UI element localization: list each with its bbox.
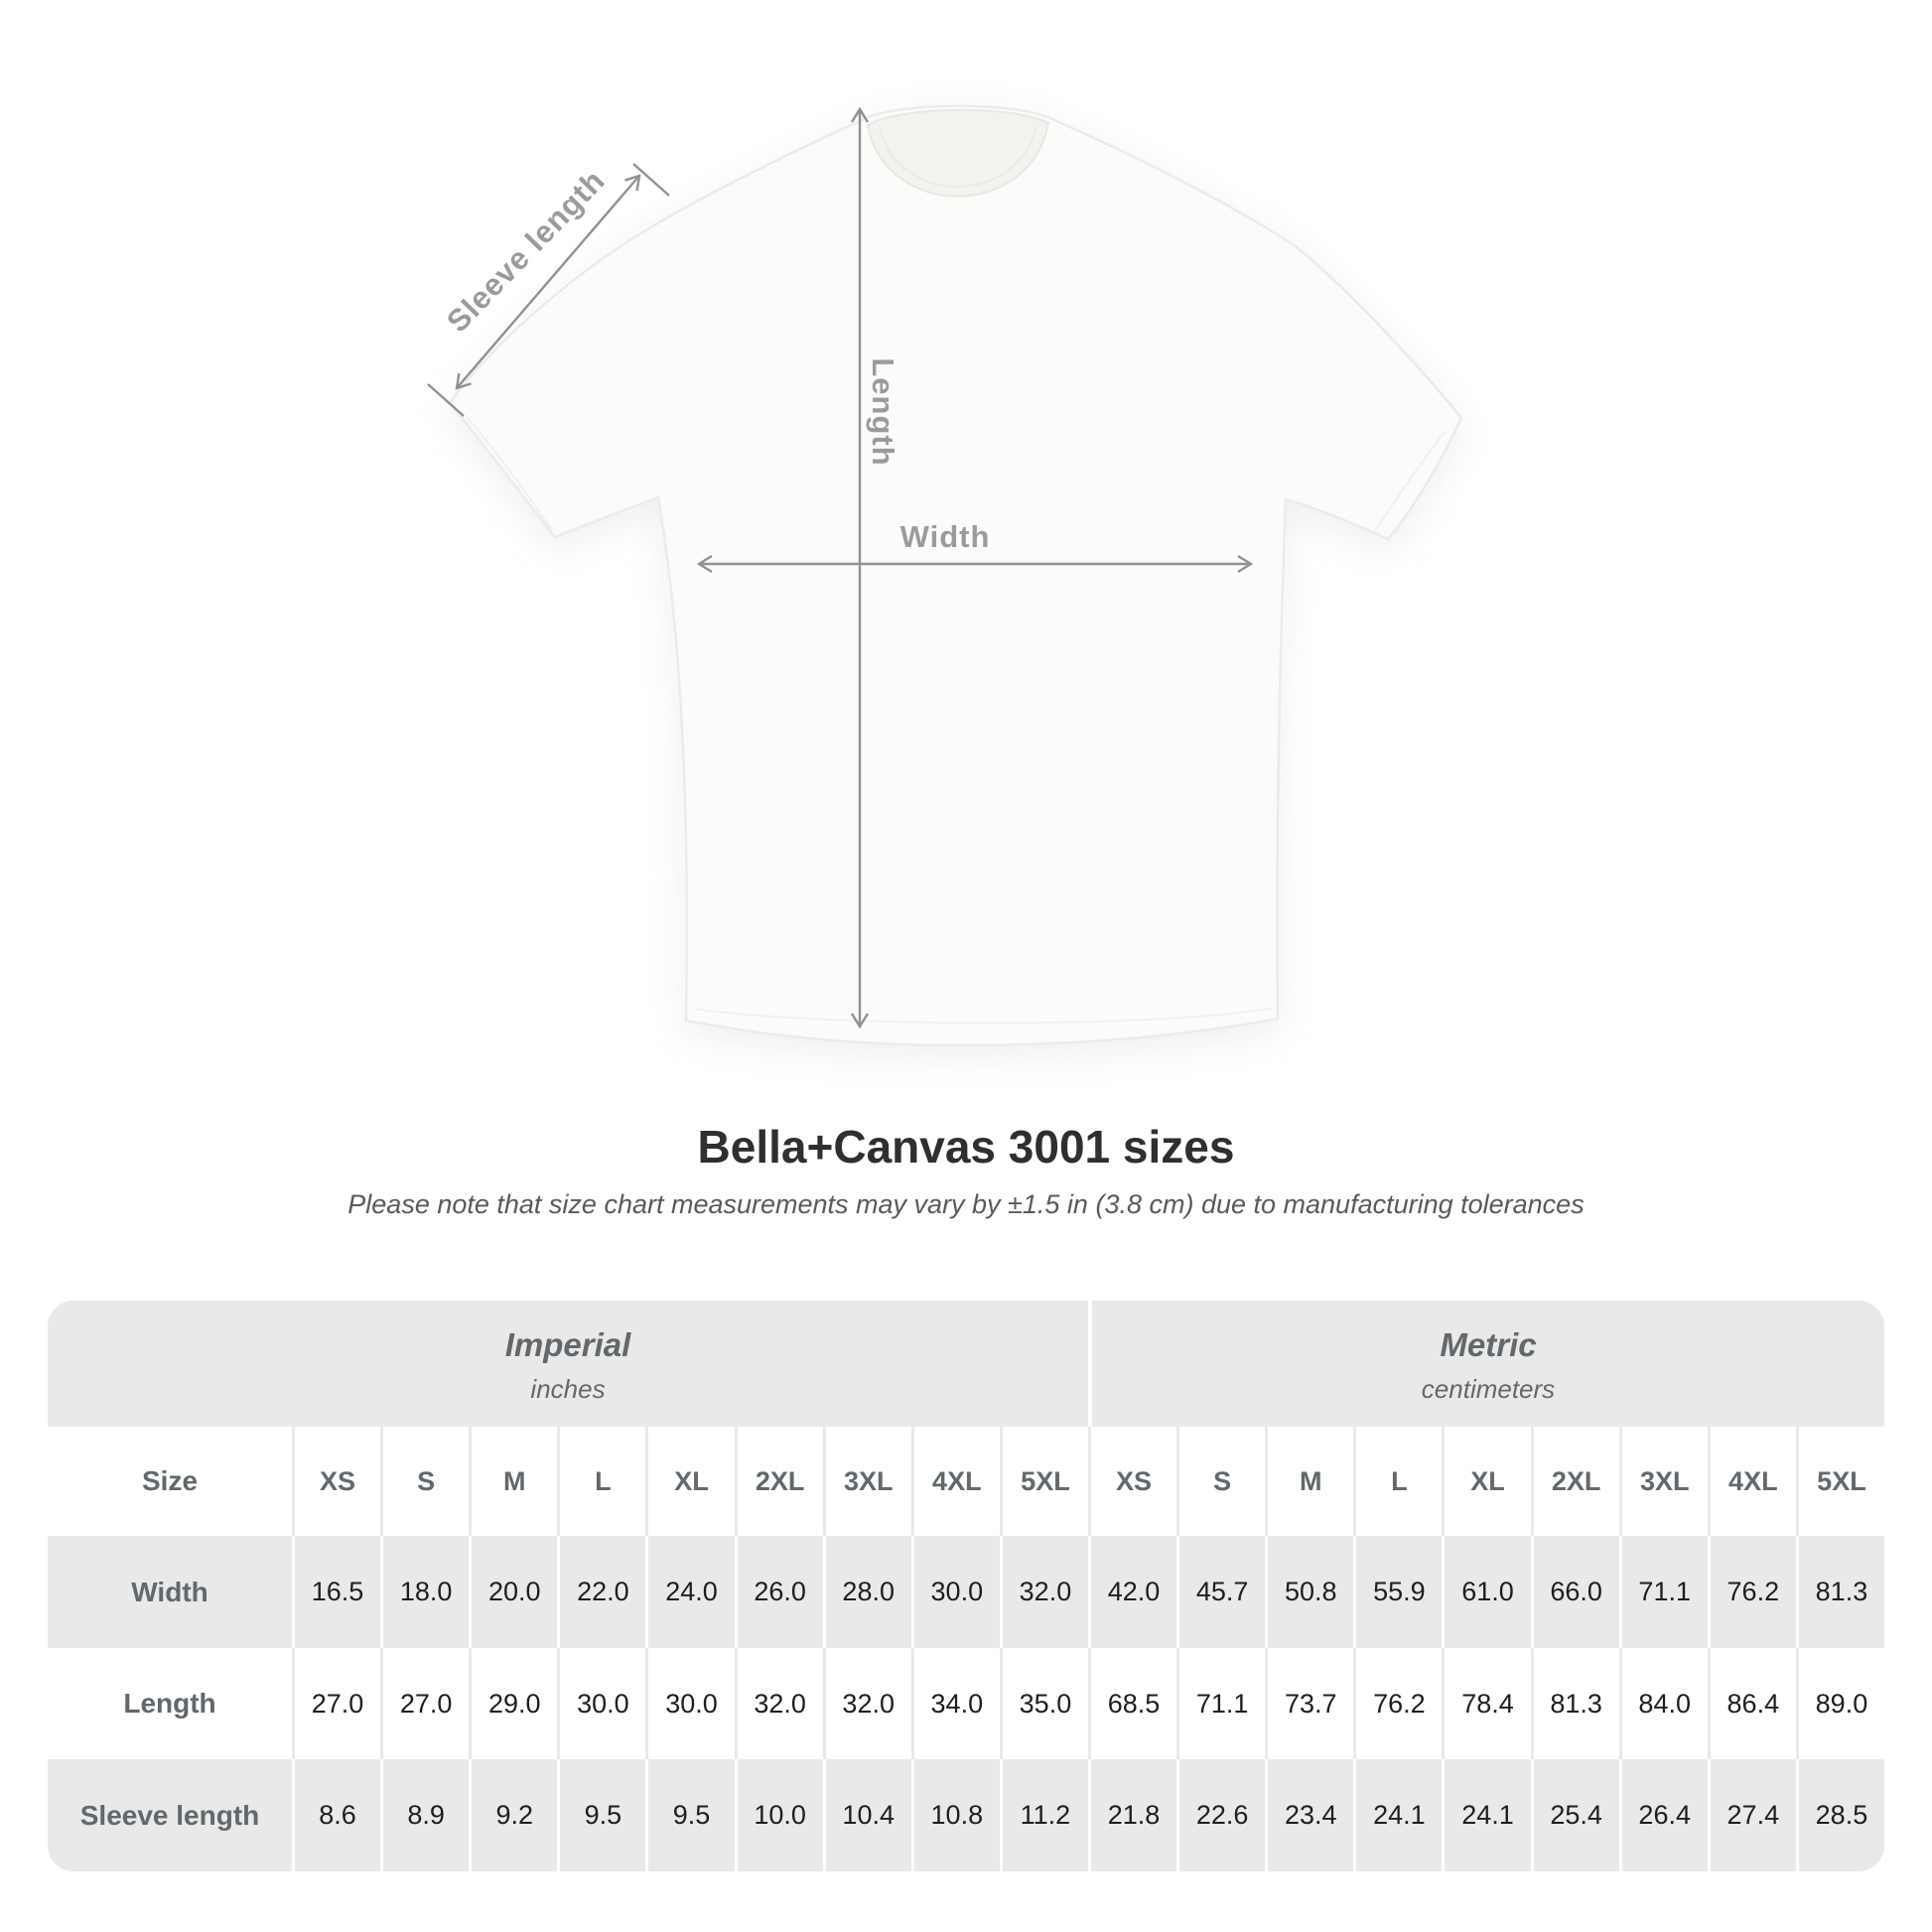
table-cell: 25.4 [1531,1759,1619,1871]
table-cell: 45.7 [1176,1536,1265,1648]
column-header: M [469,1427,557,1536]
metric-unit-band [1088,1301,1884,1427]
table-cell: 81.3 [1531,1648,1619,1759]
table-cell: 8.6 [292,1759,380,1871]
table-cell: 34.0 [911,1648,1000,1759]
table-cell: 9.5 [645,1759,734,1871]
row-label-sleeve-length: Sleeve length [48,1759,292,1871]
table-cell: 24.1 [1442,1759,1530,1871]
table-cell: 73.7 [1265,1648,1353,1759]
column-header: 2XL [1531,1427,1619,1536]
column-header: XL [1442,1427,1530,1536]
table-cell: 8.9 [380,1759,469,1871]
table-cell: 20.0 [469,1536,557,1648]
heading-block [0,1120,1932,1220]
table-cell: 24.1 [1353,1759,1442,1871]
column-header: 4XL [1708,1427,1796,1536]
table-cell: 9.2 [469,1759,557,1871]
table-cell: 30.0 [557,1648,645,1759]
table-cell: 27.0 [380,1648,469,1759]
sleeve-length-end-tick-top [633,164,669,196]
table-cell: 22.0 [557,1536,645,1648]
table-cell: 27.4 [1708,1759,1796,1871]
table-cell: 9.5 [557,1759,645,1871]
imperial-label: Imperial [504,1326,631,1363]
tshirt-body [450,106,1461,1045]
table-cell: 61.0 [1442,1536,1530,1648]
table-cell: 30.0 [911,1536,1000,1648]
column-header: 4XL [911,1427,1000,1536]
table-cell: 16.5 [292,1536,380,1648]
column-header: S [380,1427,469,1536]
table-cell: 24.0 [645,1536,734,1648]
table-cell: 18.0 [380,1536,469,1648]
table-cell: 78.4 [1442,1648,1530,1759]
table-cell: 66.0 [1531,1536,1619,1648]
table-cell: 68.5 [1088,1648,1176,1759]
table-cell: 71.1 [1176,1648,1265,1759]
sleeve-length-label: Sleeve length [440,162,613,340]
imperial-sublabel: inches [530,1374,606,1404]
table-cell: 22.6 [1176,1759,1265,1871]
size-corner-label: Size [48,1427,292,1536]
table-cell: 10.0 [735,1759,823,1871]
table-cell: 23.4 [1265,1759,1353,1871]
tolerance-note: Please note that size chart measurements may vary by ±1.5 in (3.8 cm) due to manufacturing tolerances [347,1189,1585,1219]
size-chart-table [48,1301,1884,1871]
column-header: 5XL [1000,1427,1088,1536]
table-cell: 81.3 [1796,1536,1884,1648]
table-cell: 35.0 [1000,1648,1088,1759]
table-cell: 29.0 [469,1648,557,1759]
table-cell: 28.0 [823,1536,911,1648]
table-cell: 28.5 [1796,1759,1884,1871]
page-title: Bella+Canvas 3001 sizes [697,1121,1235,1173]
table-cell: 26.4 [1619,1759,1708,1871]
table-cell: 55.9 [1353,1536,1442,1648]
table-cell: 86.4 [1708,1648,1796,1759]
column-header: L [557,1427,645,1536]
table-cell: 21.8 [1088,1759,1176,1871]
table-cell: 26.0 [735,1536,823,1648]
column-header: 3XL [1619,1427,1708,1536]
length-label: Length [866,357,900,467]
column-header: XS [292,1427,380,1536]
table-cell: 50.8 [1265,1536,1353,1648]
column-header: 5XL [1796,1427,1884,1536]
table-cell: 76.2 [1708,1536,1796,1648]
table-cell: 27.0 [292,1648,380,1759]
table-cell: 89.0 [1796,1648,1884,1759]
table-cell: 32.0 [823,1648,911,1759]
column-header: 2XL [735,1427,823,1536]
table-cell: 10.8 [911,1759,1000,1871]
row-label-width: Width [48,1536,292,1648]
metric-sublabel: centimeters [1421,1374,1556,1404]
table-cell: 71.1 [1619,1536,1708,1648]
column-header: XL [645,1427,734,1536]
table-cell: 11.2 [1000,1759,1088,1871]
column-header: M [1265,1427,1353,1536]
table-cell: 84.0 [1619,1648,1708,1759]
table-cell: 10.4 [823,1759,911,1871]
column-header: XS [1088,1427,1176,1536]
table-cell: 32.0 [735,1648,823,1759]
table-cell: 30.0 [645,1648,734,1759]
column-header: 3XL [823,1427,911,1536]
metric-label: Metric [1440,1326,1537,1363]
table-cell: 76.2 [1353,1648,1442,1759]
column-header: S [1176,1427,1265,1536]
width-label: Width [899,519,991,554]
imperial-unit-band [48,1301,1088,1427]
row-label-length: Length [48,1648,292,1759]
table-cell: 32.0 [1000,1536,1088,1648]
column-header: L [1353,1427,1442,1536]
table-cell: 42.0 [1088,1536,1176,1648]
